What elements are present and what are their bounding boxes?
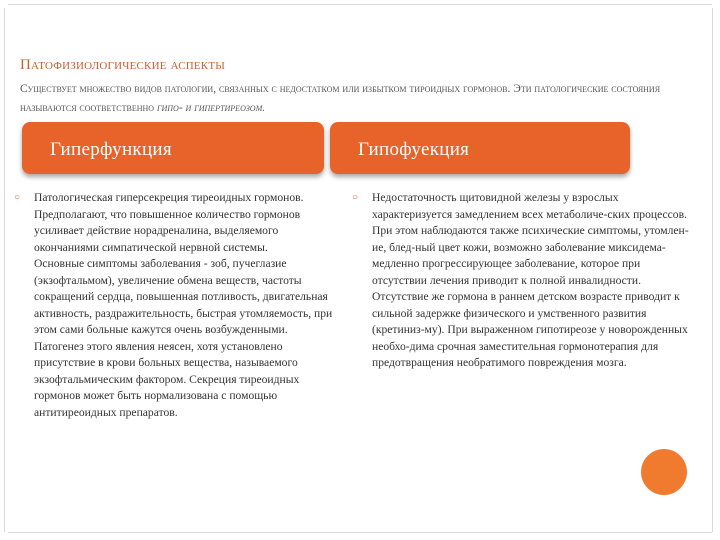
page-subtitle bbox=[20, 80, 670, 118]
bullet-circle-icon: ○ bbox=[14, 192, 21, 203]
hyperfunction-column bbox=[34, 190, 334, 421]
hyperfunction-header: Гиперфункция bbox=[22, 122, 324, 174]
hypofunction-column bbox=[372, 190, 690, 372]
frame-right-border bbox=[712, 8, 713, 532]
frame-left-border bbox=[4, 8, 5, 532]
hypofunction-header: Гипофуекция bbox=[330, 122, 630, 174]
hyperfunction-text: Патологическая гиперсекреция тиреоидных гормонов. Предполагают, что повышенное количество гормонов усиливает действие норадреналина, выделяемого окончаниями симпатической нервной системы. Основные симптомы заболевания - зоб, пучеглазие (экзофтальмом), увеличение обмена веществ, частоты сокращений сердца, повышенная потливость, двигательная активность, раздражительность, быстрая утомляемость, при этом сами больные кажутся очень возбужденными. Патогенез этого явления неясен, хотя установлено присутствие в крови больных вещества, называемого экзофтальмическим фактором. Секреция тиреоидных гормонов может быть нормализована с помощью антитиреоидных препаратов. bbox=[34, 191, 333, 419]
frame-bottom-border bbox=[8, 532, 712, 533]
decorative-circle bbox=[641, 449, 687, 495]
subtitle-text: Существует множество видов патологии, связанных с недостатком или избытком тироидных гормонов. Эти патологические состояния называются соответственно bbox=[20, 83, 661, 114]
page-title: Патофизиологические аспекты bbox=[20, 57, 226, 73]
subtitle-emphasis: гипо- и гипертиреозом. bbox=[156, 102, 266, 114]
bullet-circle-icon: ○ bbox=[352, 192, 359, 203]
frame-top-border bbox=[8, 4, 712, 5]
hypofunction-text: Недостаточность щитовидной железы у взрослых характеризуется замедлением всех метаболиче-ских процессов. При этом наблюдаются также психические симптомы, утомлен-ие, блед-ный цвет кожи, возможно заболевание миксидема- медленно прогрессирующее заболевание, которое при отсутствии лечения приводит к полной инвалидности. Отсутствие же гормона в раннем детском возрасте приводит к сильной задержке физического и умственного развития (кретиниз-му). При выраженном гипотиреозе у новорожденных необхо-дима срочная заместительная гормонотерапия для предотвращения необратимого повреждения мозга. bbox=[372, 191, 689, 369]
